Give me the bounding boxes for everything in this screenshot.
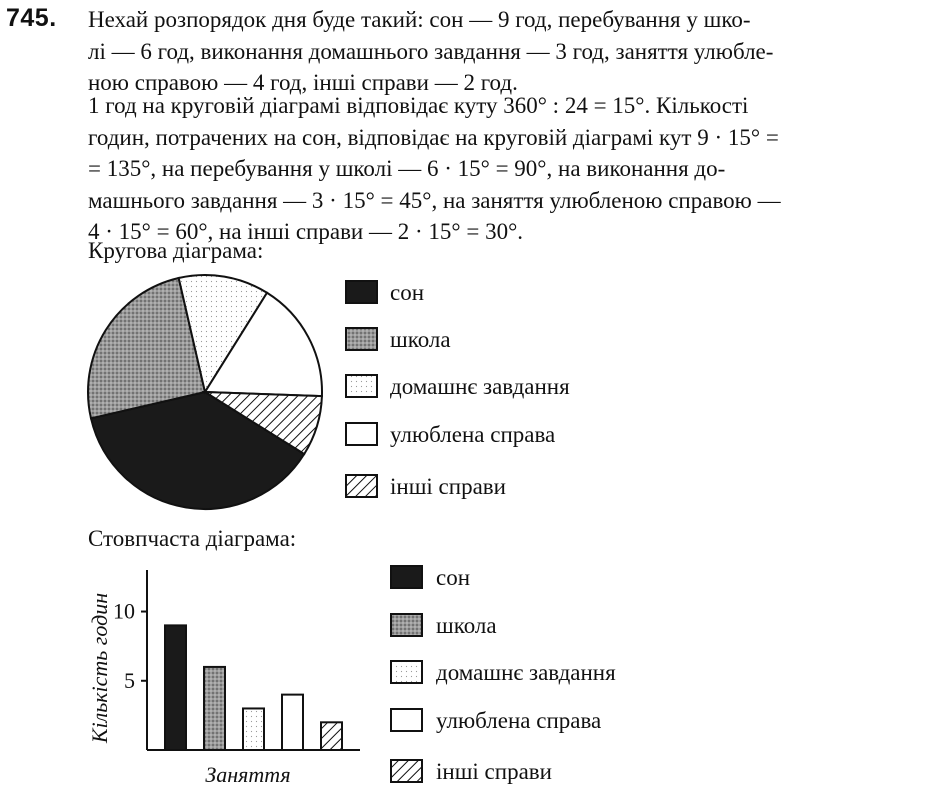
solution-line: годин, потрачених на сон, відповідає на круговій діаграмі кут 9 · 15° =	[88, 124, 779, 150]
bar-legend-label-hobby: улюблена справа	[436, 708, 602, 733]
pie-legend-label-homework: домашнє завдання	[390, 374, 570, 399]
pie-legend-swatch-school	[346, 328, 377, 350]
pie-legend-swatch-hobby	[346, 423, 377, 445]
solution-line: машнього завдання — 3 · 15° = 45°, на заняття улюбленою справою —	[88, 187, 781, 213]
bar-chart-caption: Стовпчаста діаграма:	[88, 526, 297, 551]
pie-legend-label-hobby: улюблена справа	[390, 422, 556, 447]
pie-legend-label-school: школа	[390, 327, 451, 352]
bar-chart	[87, 570, 360, 787]
bar-legend-label-school: школа	[436, 613, 497, 638]
pie-chart	[88, 275, 322, 509]
bar-homework	[243, 708, 264, 750]
bar-legend-swatch-hobby	[391, 709, 422, 731]
pie-chart-legend	[346, 280, 570, 499]
bar-legend-swatch-other	[391, 760, 422, 782]
pie-legend-swatch-sleep	[346, 281, 377, 303]
bar-y-axis-label: Кількість годин	[87, 592, 112, 744]
bar-legend-label-other: інші справи	[436, 759, 552, 784]
bar-legend-swatch-sleep	[391, 566, 422, 588]
pie-legend-label-other: інші справи	[390, 474, 506, 499]
problem-number: 745.	[6, 4, 57, 32]
bar-sleep	[165, 625, 186, 750]
solution-line: = 135°, на перебування у школі — 6 · 15° = 90°, на виконання до-	[88, 156, 726, 181]
bar-legend-label-sleep: сон	[436, 565, 471, 590]
statement-line: ною справою — 4 год, інші справи — 2 год.	[88, 70, 518, 95]
bar-school	[204, 667, 225, 750]
bar-legend-swatch-school	[391, 614, 422, 636]
pie-legend-label-sleep: сон	[390, 280, 425, 305]
solution-line: 4 · 15° = 60°, на інші справи — 2 · 15° = 30°.	[88, 219, 524, 244]
statement-line: Нехай розпорядок дня буде такий: сон — 9 год, перебування у шко-	[88, 7, 751, 32]
pie-chart-caption: Кругова діаграма:	[88, 238, 264, 263]
bar-legend-swatch-homework	[391, 661, 422, 683]
statement-line: лі — 6 год, виконання домашнього завдання — 3 год, заняття улюбле-	[88, 38, 774, 64]
pie-legend-swatch-homework	[346, 375, 377, 397]
solution-line: 1 год на круговій діаграмі відповідає куту 360° : 24 = 15°. Кількості	[88, 93, 749, 118]
bar-y-tick-label: 5	[124, 667, 135, 693]
bar-other	[321, 722, 342, 750]
pie-legend-swatch-other	[346, 475, 377, 497]
bar-hobby	[282, 695, 303, 750]
bar-x-axis-label: Заняття	[205, 762, 291, 787]
bar-chart-legend	[391, 565, 616, 784]
bar-y-tick-label: 10	[113, 598, 135, 624]
bar-legend-label-homework: домашнє завдання	[436, 660, 616, 685]
